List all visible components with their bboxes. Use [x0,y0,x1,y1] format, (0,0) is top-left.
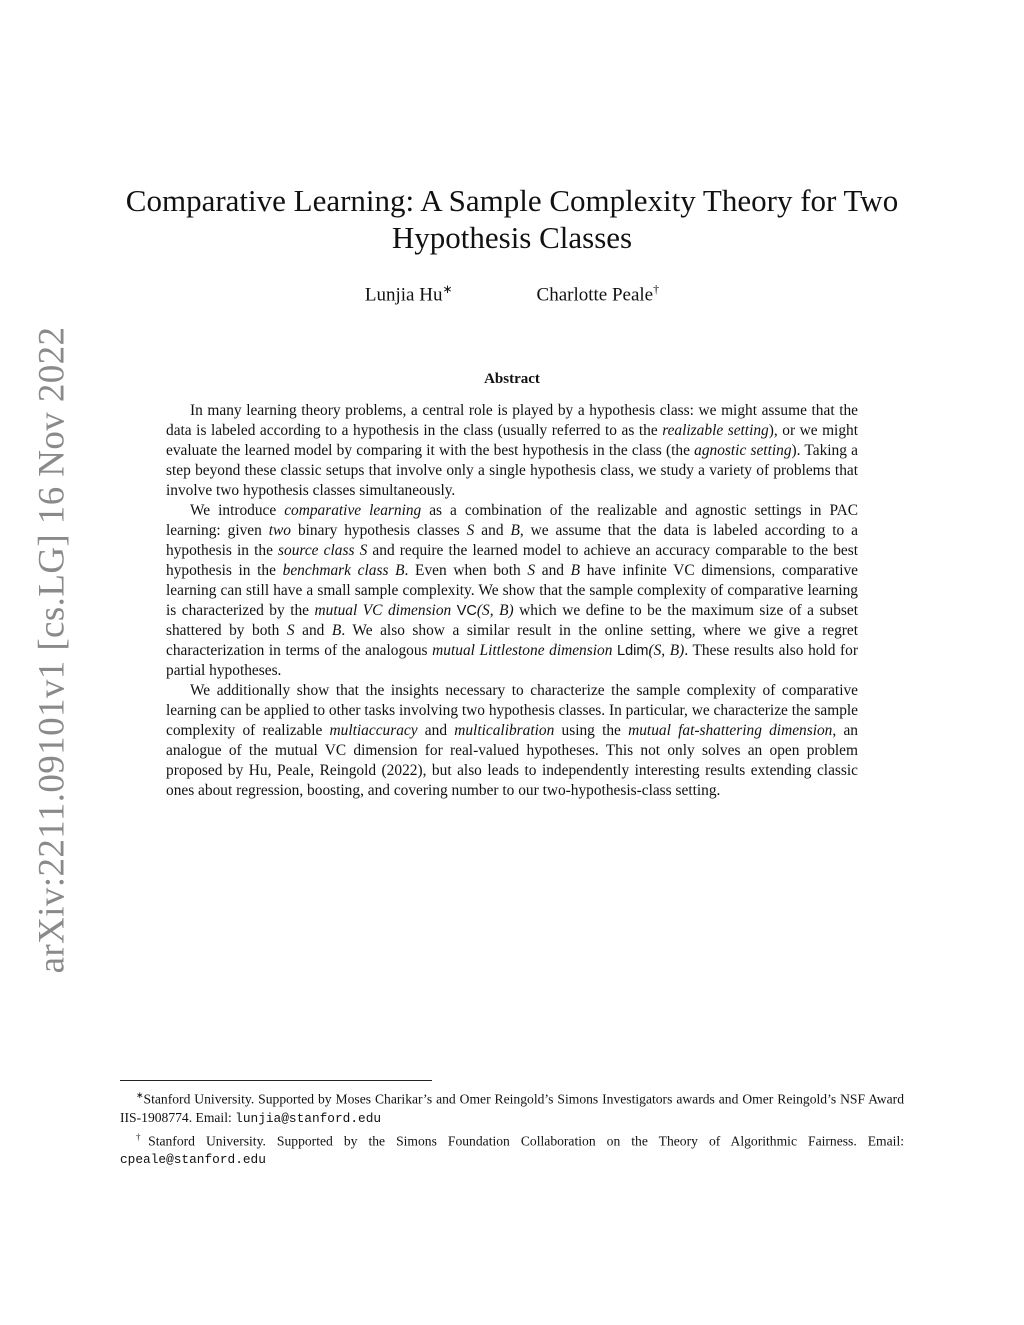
author-2 [537,282,660,306]
abstract-paragraph-1: In many learning theory problems, a central role is played by a hypothesis class: we might assume that the data is labeled according to a hypothesis in the class (usually referred to as the realizable setting), or we might evaluate the learned model by comparing it with the best hypothesis in the class (the agnostic setting). Taking a step beyond these classic setups that involve only a single hypothesis class, we study a variety of problems that involve two hypothesis classes simultaneously. [166,402,858,499]
author-1 [365,282,453,306]
author-1-mark: ∗ [442,282,453,296]
abstract-heading: Abstract [484,371,540,387]
email-link-2[interactable]: cpeale@stanford.edu [120,1152,266,1168]
footnotes [120,1086,904,1169]
abstract-paragraph-2: We introduce comparative learning as a combination of the realizable and agnostic settings in PAC learning: given two binary hypothesis classes S and B, we assume that the data is labeled according to a hypothesis in the source class S and require the learned model to achieve an accuracy comparable to the best hypothesis in the benchmark class B. Even when both S and B have infinite VC dimensions, comparative learning can still have a small sample complexity. We show that the sample complexity of comparative learning is characterized by the mutual VC dimension VC(S, B) which we define to be the maximum size of a subset shattered by both S and B. We also show a similar result in the online setting, where we give a regret characterization in terms of the analogous mutual Littlestone dimension Ldim(S, B). These results also hold for partial hypotheses. [166,502,859,679]
arxiv-stamp: arXiv:2211.09101v1 [cs.LG] 16 Nov 2022 [31,326,73,974]
title-line-1: Comparative Learning: A Sample Complexity Theory for Two [125,183,899,218]
paper-title [120,182,904,256]
author-1-name: Lunjia Hu [364,284,443,306]
footnote-rule [120,1080,432,1081]
author-list [0,282,1024,306]
abstract-paragraph-3: We additionally show that the insights necessary to characterize the sample complexity of comparative learning can be applied to other tasks involving two hypothesis classes. In particular, we characterize the sample complexity of realizable multiaccuracy and multicalibration using the mutual fat-shattering dimension, an analogue of the mutual VC dimension for real-valued hypotheses. This not only solves an open problem proposed by Hu, Peale, Reingold (2022), but also leads to independently interesting results extending classic ones about regression, boosting, and covering number to our two-hypothesis-class setting. [166,682,858,799]
email-link-1[interactable]: lunjia@stanford.edu [235,1110,382,1126]
footnote-2: †Stanford University. Supported by the Simons Foundation Collaboration on the Theory of Algorithmic Fairness. Email: cpeale@stanford.edu [120,1131,904,1168]
footnote-1: ∗Stanford University. Supported by Moses Charikar’s and Omer Reingold’s Simons Investigators awards and Omer Reingold’s NSF Award IIS-1908774. Email: lunjia@stanford.edu [120,1090,904,1126]
author-2-mark: † [653,282,660,296]
author-2-name: Charlotte Peale [536,284,654,306]
abstract-body [166,401,858,801]
title-line-2: Hypothesis Classes [391,220,633,255]
